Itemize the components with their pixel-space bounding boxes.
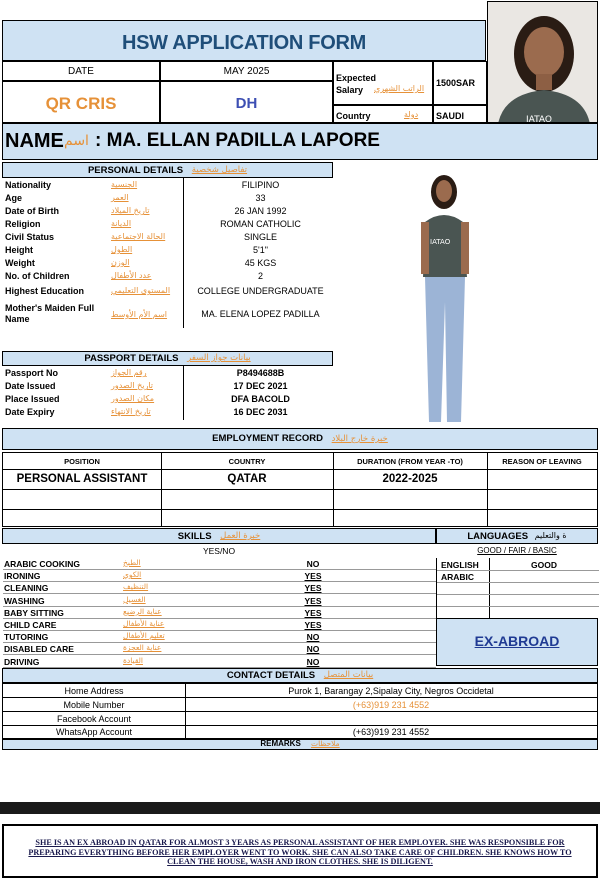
passport-divider xyxy=(183,366,184,420)
passport-field-arabic: تاريخ الصدور xyxy=(111,381,153,390)
passport-field-value: 16 DEC 2031 xyxy=(233,407,288,417)
personal-row xyxy=(3,179,333,192)
languages-title: LANGUAGES xyxy=(467,531,529,542)
personal-details-header xyxy=(2,162,333,178)
skill-value: NO xyxy=(306,632,320,643)
summary-text: SHE IS AN EX ABROAD IN QATAR FOR ALMOST 3 YEARS AS PERSONAL ASSISTANT OF HER EMPLOYER. SHE WAS RESPONSIBLE FOR PREPARING EVERYTHING BEFORE HER EMPLOYER WENT TO WORK. SHE CAN ALSO TAKE CARE OF CHILDREN. SHE KNOWS HOW TO CLEAN THE HOUSE, WASH AND IRON CLOTHES. SHE IS DILIGENT. xyxy=(28,838,572,866)
passport-row xyxy=(3,380,333,393)
passport-details-title-arabic: بيانات جواز السفر xyxy=(187,353,251,363)
employment-header xyxy=(2,428,598,450)
passport-field-value: P8494688B xyxy=(236,368,285,378)
personal-row xyxy=(3,302,333,328)
employment-col-position: POSITION xyxy=(64,457,100,466)
personal-row xyxy=(3,218,333,231)
personal-field-label: Nationality xyxy=(5,180,52,190)
personal-field-value: 2 xyxy=(257,271,263,281)
skill-row xyxy=(3,582,436,594)
agency-name: QR CRIS xyxy=(45,94,117,113)
personal-field-value: MA. ELENA LOPEZ PADILLA xyxy=(201,309,320,319)
employment-duration: 2022-2025 xyxy=(382,473,438,485)
personal-field-label: Height xyxy=(5,245,33,255)
languages-header xyxy=(436,528,598,544)
skill-row xyxy=(3,607,436,619)
status-box xyxy=(436,618,598,666)
passport-field-arabic: تاريخ الانتهاء xyxy=(111,407,151,416)
employment-col-duration: DURATION (FROM YEAR -TO) xyxy=(357,457,463,466)
expected-salary-label: Expected Salary xyxy=(336,73,377,95)
personal-field-arabic: العمر xyxy=(111,193,129,202)
language-name: ENGLISH xyxy=(441,560,479,570)
skill-name: ARABIC COOKING xyxy=(4,559,81,569)
skill-arabic: عناية الرضيع xyxy=(123,606,162,616)
skill-row xyxy=(3,656,436,668)
name-row xyxy=(2,123,598,160)
applicant-name: : MA. ELLAN PADILLA LAPORE xyxy=(95,130,380,151)
languages-title-arabic: ة والتعليم xyxy=(534,531,567,540)
contact-table xyxy=(2,683,598,739)
skill-row xyxy=(3,558,436,570)
personal-field-value: SINGLE xyxy=(243,232,277,242)
personal-field-arabic: اسم الأم الأوسط xyxy=(111,310,168,319)
contact-whatsapp: (+63)919 231 4552 xyxy=(352,727,430,737)
skill-name: IRONING xyxy=(4,571,41,582)
passport-details-header xyxy=(2,351,333,366)
date-label-cell xyxy=(2,61,160,81)
skill-row xyxy=(3,595,436,607)
skill-value: YES xyxy=(304,620,322,630)
personal-field-value: 45 KGS xyxy=(244,258,277,268)
personal-field-label: Highest Education xyxy=(5,286,85,296)
country-value-cell xyxy=(433,105,487,123)
personal-row xyxy=(3,192,333,205)
skill-row xyxy=(3,631,436,643)
personal-row xyxy=(3,257,333,270)
skills-title: SKILLS xyxy=(177,531,212,542)
personal-field-arabic: المستوى التعليمي xyxy=(111,286,171,295)
personal-field-label: Age xyxy=(5,193,23,203)
full-body-photo xyxy=(333,162,498,427)
expected-salary-arabic: الراتب الشهري xyxy=(374,84,425,93)
employment-table xyxy=(2,452,598,527)
personal-row xyxy=(3,285,333,302)
passport-field-label: Passport No xyxy=(5,368,59,378)
date-value-cell xyxy=(160,61,333,81)
skill-arabic: التنظيف xyxy=(123,582,149,592)
personal-field-label: No. of Children xyxy=(5,271,70,281)
skill-value: NO xyxy=(306,656,320,667)
country-value: SAUDI xyxy=(436,111,465,121)
personal-row xyxy=(3,205,333,218)
personal-field-label: Weight xyxy=(5,258,35,268)
skill-arabic: عناية الأطفال xyxy=(123,619,165,628)
passport-field-arabic: مكان الصدور xyxy=(111,394,155,403)
skill-value: YES xyxy=(304,571,322,582)
personal-field-value: FILIPINO xyxy=(241,180,280,190)
personal-details-title-arabic: تفاصيل شخصية xyxy=(191,165,248,175)
personal-field-label: Religion xyxy=(5,219,41,229)
personal-field-arabic: الجنسية xyxy=(111,180,138,189)
personal-field-value: ROMAN CATHOLIC xyxy=(220,219,301,229)
country-label-cell xyxy=(333,105,433,123)
language-level: GOOD xyxy=(531,560,557,570)
personal-field-value: 26 JAN 1992 xyxy=(234,206,287,216)
passport-field-label: Date Expiry xyxy=(5,407,55,417)
date-label: DATE xyxy=(68,66,94,77)
passport-row xyxy=(3,367,333,380)
salary-value-cell xyxy=(433,61,487,105)
personal-field-value: COLLEGE UNDERGRADUATE xyxy=(197,286,324,296)
skill-name: CLEANING xyxy=(4,583,49,594)
passport-details-title: PASSPORT DETAILS xyxy=(84,353,179,364)
skill-name: CHILD CARE xyxy=(4,620,57,630)
status-ex-abroad: EX-ABROAD xyxy=(474,633,560,649)
skill-value: NO xyxy=(306,644,320,655)
separator-bar xyxy=(0,802,600,814)
passport-field-arabic: رقم الجواز xyxy=(111,368,147,377)
country-arabic: دولة xyxy=(404,110,419,119)
personal-field-label: Civil Status xyxy=(5,232,55,242)
languages-scale-text: GOOD / FAIR / BASIC xyxy=(477,546,557,555)
svg-text:IATAO: IATAO xyxy=(526,115,552,123)
contact-label-facebook: Facebook Account xyxy=(56,714,132,724)
personal-field-value: 5'1" xyxy=(253,245,268,255)
name-label-arabic: اسم xyxy=(64,133,89,149)
skill-arabic: الكوي xyxy=(123,570,142,580)
salary-label-cell xyxy=(333,61,433,105)
personal-field-label: Date of Birth xyxy=(5,206,59,216)
personal-row xyxy=(3,244,333,257)
form-title: HSW APPLICATION FORM xyxy=(122,32,366,54)
passport-row xyxy=(3,393,333,406)
headshot-photo xyxy=(487,1,598,123)
employment-position: PERSONAL ASSISTANT xyxy=(16,473,148,485)
date-value: MAY 2025 xyxy=(223,66,270,77)
remarks-title: REMARKS xyxy=(260,739,301,748)
personal-field-arabic: تاريخ الميلاد xyxy=(111,206,150,215)
contact-title-arabic: بيانات المتصل xyxy=(323,670,374,680)
skill-name: BABY SITTING xyxy=(4,607,64,618)
skill-arabic: الغسيل xyxy=(123,594,146,604)
salary-value: 1500SAR xyxy=(436,78,476,88)
employment-title-arabic: خبرة خارج البلاد xyxy=(331,434,388,444)
languages-table xyxy=(436,558,598,618)
personal-field-arabic: الطول xyxy=(111,245,133,254)
skill-value: YES xyxy=(304,583,322,594)
country-label: Country xyxy=(336,111,371,121)
contact-label-home: Home Address xyxy=(64,686,124,696)
svg-text:IATAO: IATAO xyxy=(430,238,451,246)
personal-field-arabic: عدد الأطفال xyxy=(111,271,152,280)
skill-name: DISABLED CARE xyxy=(4,644,74,655)
passport-field-value: DFA BACOLD xyxy=(231,394,290,404)
language-name: ARABIC xyxy=(441,572,475,582)
contact-title: CONTACT DETAILS xyxy=(226,670,316,681)
employment-col-country: COUNTRY xyxy=(228,457,266,466)
skills-header xyxy=(2,528,436,544)
skill-value: YES xyxy=(304,595,322,606)
personal-field-label: Mother's Maiden Full Name xyxy=(5,303,95,324)
skills-title-arabic: خبرة العمل xyxy=(220,531,261,541)
contact-label-whatsapp: WhatsApp Account xyxy=(55,727,133,737)
contact-home-address: Purok 1, Barangay 2,Sipalay City, Negros Occidetal xyxy=(288,686,494,696)
contact-mobile-number: (+63)919 231 4552 xyxy=(352,700,430,710)
contact-header xyxy=(2,668,598,683)
form-header xyxy=(2,20,486,61)
remarks-title-arabic: ملاحظات xyxy=(311,739,340,748)
skill-row xyxy=(3,619,436,631)
code-value: DH xyxy=(235,95,258,112)
skill-value: NO xyxy=(306,559,320,569)
remarks-header xyxy=(2,739,598,750)
skill-row xyxy=(3,643,436,655)
skill-arabic: عناية العجزة xyxy=(123,643,162,653)
personal-field-value: 33 xyxy=(255,193,266,203)
passport-field-value: 17 DEC 2021 xyxy=(233,381,288,391)
skill-arabic: الطبخ xyxy=(123,558,141,567)
passport-row xyxy=(3,406,333,419)
contact-label-mobile: Mobile Number xyxy=(63,700,125,710)
skill-value: YES xyxy=(304,607,322,618)
skill-name: TUTORING xyxy=(4,632,49,643)
summary-box xyxy=(2,824,598,878)
skill-name: WASHING xyxy=(4,595,45,606)
passport-field-label: Date Issued xyxy=(5,381,56,391)
skill-arabic: القيادة xyxy=(123,655,143,665)
skill-row xyxy=(3,570,436,582)
employment-col-reason: REASON OF LEAVING xyxy=(502,457,582,466)
personal-field-arabic: الديانة xyxy=(111,219,132,228)
employment-title: EMPLOYMENT RECORD xyxy=(212,433,323,444)
skills-yesno: YES/NO xyxy=(202,546,236,556)
code-cell xyxy=(160,81,333,123)
agency-cell xyxy=(2,81,160,123)
personal-row xyxy=(3,270,333,285)
passport-field-label: Place Issued xyxy=(5,394,60,404)
employment-country: QATAR xyxy=(227,473,267,485)
personal-details-title: PERSONAL DETAILS xyxy=(87,165,184,176)
personal-field-arabic: الحالة الاجتماعية xyxy=(111,232,166,241)
skill-name: DRIVING xyxy=(4,656,40,667)
skill-arabic: تعليم الأطفال xyxy=(123,631,165,641)
skills-yesno-header xyxy=(2,545,436,558)
languages-scale xyxy=(436,545,598,558)
personal-divider xyxy=(183,178,184,328)
personal-row xyxy=(3,231,333,244)
name-label: NAME xyxy=(5,130,64,152)
personal-field-arabic: الوزن xyxy=(111,258,130,267)
